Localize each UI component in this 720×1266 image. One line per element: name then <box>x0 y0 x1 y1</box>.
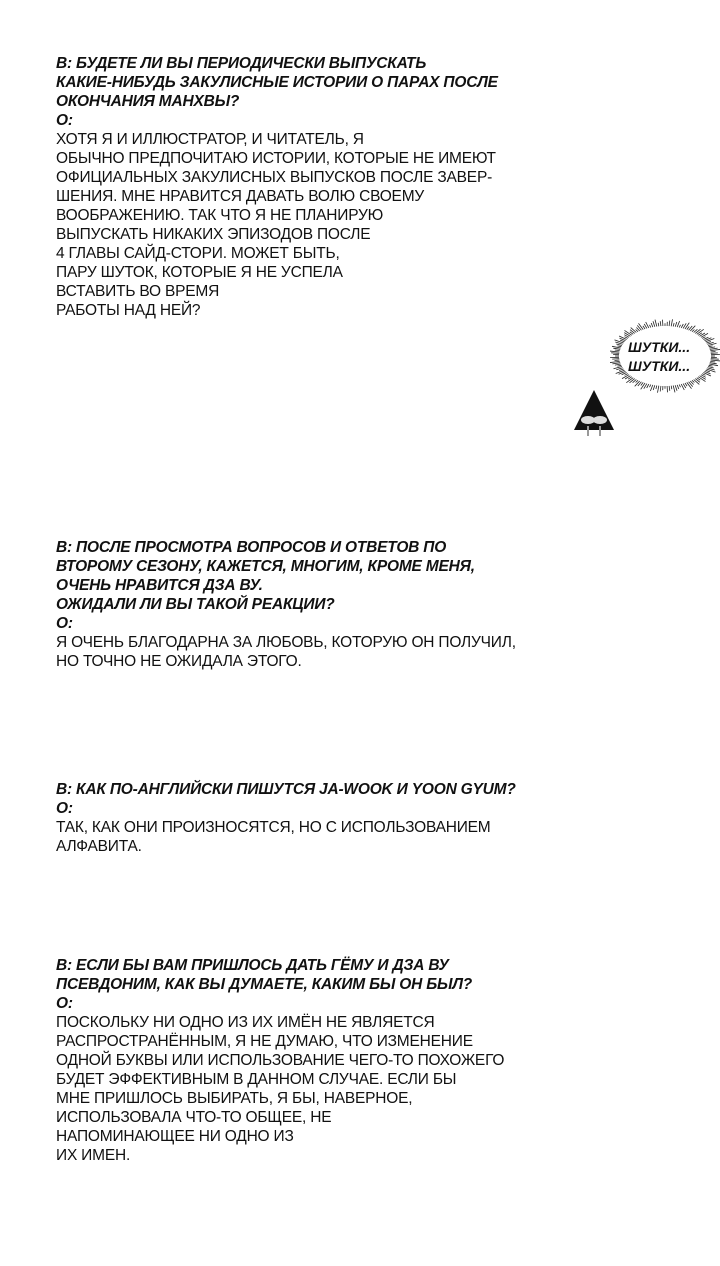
question-line: В: БУДЕТЕ ЛИ ВЫ ПЕРИОДИЧЕСКИ ВЫПУСКАТЬ <box>56 55 427 72</box>
answer-label: О: <box>56 615 73 632</box>
answer-line: МНЕ ПРИШЛОСЬ ВЫБИРАТЬ, Я БЫ, НАВЕРНОЕ, <box>56 1090 413 1107</box>
answer-line: НО ТОЧНО НЕ ОЖИДАЛА ЭТОГО. <box>56 653 302 670</box>
answer-line: ВЫПУСКАТЬ НИКАКИХ ЭПИЗОДОВ ПОСЛЕ <box>56 226 371 243</box>
question-line: В: КАК ПО-АНГЛИЙСКИ ПИШУТСЯ JA-WOOK И YOON GYUM? <box>56 781 516 798</box>
bubble-text <box>628 338 690 376</box>
answer-line: ВООБРАЖЕНИЮ. ТАК ЧТО Я НЕ ПЛАНИРУЮ <box>56 207 384 224</box>
answer-line: РАСПРОСТРАНЁННЫМ, Я НЕ ДУМАЮ, ЧТО ИЗМЕНЕНИЕ <box>56 1033 473 1050</box>
answer-label: О: <box>56 995 73 1012</box>
answer-line: ПОСКОЛЬКУ НИ ОДНО ИЗ ИХ ИМЁН НЕ ЯВЛЯЕТСЯ <box>56 1014 435 1031</box>
question-line: ОЧЕНЬ НРАВИТСЯ ДЗА ВУ. <box>56 577 263 594</box>
qa-block-2 <box>56 538 656 671</box>
triangle-character-icon <box>572 388 616 438</box>
answer-line: АЛФАВИТА. <box>56 838 142 855</box>
answer-line: 4 ГЛАВЫ САЙД-СТОРИ. МОЖЕТ БЫТЬ, <box>56 245 340 262</box>
answer-line: ИСПОЛЬЗОВАЛА ЧТО-ТО ОБЩЕЕ, НЕ <box>56 1109 332 1126</box>
qa-block-4 <box>56 956 656 1165</box>
answer-line: ПАРУ ШУТОК, КОТОРЫЕ Я НЕ УСПЕЛА <box>56 264 343 281</box>
question-line: ПСЕВДОНИМ, КАК ВЫ ДУМАЕТЕ, КАКИМ БЫ ОН БЫЛ? <box>56 976 473 993</box>
answer-label: О: <box>56 112 73 129</box>
qa-block-3 <box>56 780 656 856</box>
bubble-line: ШУТКИ... <box>628 358 691 374</box>
answer-line: РАБОТЫ НАД НЕЙ? <box>56 302 201 319</box>
answer-line: ОДНОЙ БУКВЫ ИЛИ ИСПОЛЬЗОВАНИЕ ЧЕГО-ТО ПОХОЖЕГО <box>56 1052 505 1069</box>
question-line: ОЖИДАЛИ ЛИ ВЫ ТАКОЙ РЕАКЦИИ? <box>56 596 335 613</box>
answer-line: ВСТАВИТЬ ВО ВРЕМЯ <box>56 283 220 300</box>
answer-line: ИХ ИМЕН. <box>56 1147 131 1164</box>
answer-line: БУДЕТ ЭФФЕКТИВНЫМ В ДАННОМ СЛУЧАЕ. ЕСЛИ БЫ <box>56 1071 457 1088</box>
question-line: В: ПОСЛЕ ПРОСМОТРА ВОПРОСОВ И ОТВЕТОВ ПО <box>56 539 447 556</box>
question-line: ОКОНЧАНИЯ МАНХВЫ? <box>56 93 240 110</box>
answer-label: О: <box>56 800 73 817</box>
question-line: ВТОРОМУ СЕЗОНУ, КАЖЕТСЯ, МНОГИМ, КРОМЕ МЕНЯ, <box>56 558 475 575</box>
question-line: В: ЕСЛИ БЫ ВАМ ПРИШЛОСЬ ДАТЬ ГЁМУ И ДЗА ВУ <box>56 957 449 974</box>
bubble-line: ШУТКИ... <box>628 339 691 355</box>
answer-line: ШЕНИЯ. МНЕ НРАВИТСЯ ДАВАТЬ ВОЛЮ СВОЕМУ <box>56 188 425 205</box>
answer-line: НАПОМИНАЮЩЕЕ НИ ОДНО ИЗ <box>56 1128 294 1145</box>
answer-line: ТАК, КАК ОНИ ПРОИЗНОСЯТСЯ, НО С ИСПОЛЬЗОВАНИЕМ <box>56 819 491 836</box>
question-line: КАКИЕ-НИБУДЬ ЗАКУЛИСНЫЕ ИСТОРИИ О ПАРАХ ПОСЛЕ <box>56 74 498 91</box>
answer-line: Я ОЧЕНЬ БЛАГОДАРНА ЗА ЛЮБОВЬ, КОТОРУЮ ОН ПОЛУЧИЛ, <box>56 634 516 651</box>
answer-line: ОБЫЧНО ПРЕДПОЧИТАЮ ИСТОРИИ, КОТОРЫЕ НЕ ИМЕЮТ <box>56 150 496 167</box>
qa-block-1 <box>56 54 656 320</box>
answer-line: ХОТЯ Я И ИЛЛЮСТРАТОР, И ЧИТАТЕЛЬ, Я <box>56 131 364 148</box>
answer-line: ОФИЦИАЛЬНЫХ ЗАКУЛИСНЫХ ВЫПУСКОВ ПОСЛЕ ЗАВЕР- <box>56 169 493 186</box>
